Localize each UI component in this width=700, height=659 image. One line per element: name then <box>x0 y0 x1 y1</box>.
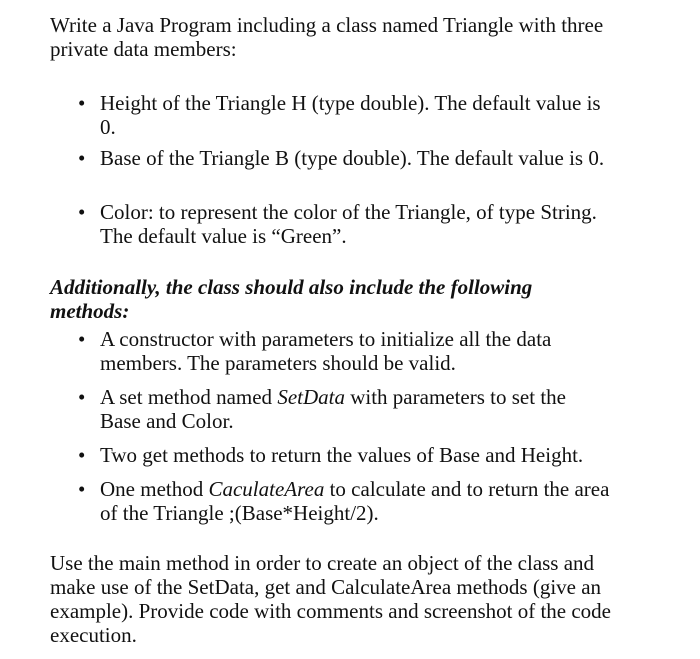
data-member-color: Color: to represent the color of the Triangle, of type String. The default value is “Green”. <box>100 200 597 248</box>
method-name: SetData <box>277 385 345 409</box>
method-text: with parameters to set the Base and Color. <box>100 385 566 433</box>
bullet-icon: • <box>78 327 86 351</box>
method-calculate-area <box>100 477 610 525</box>
intro-paragraph: Write a Java Program including a class named Triangle with three private data members: <box>50 13 604 61</box>
methods-heading: Additionally, the class should also include the following methods: <box>50 275 533 323</box>
method-text: Two get methods to return the values of Base and Height. <box>100 443 584 467</box>
method-text: One method <box>100 477 209 501</box>
bullet-icon: • <box>78 477 86 501</box>
method-text: A set method named <box>100 385 278 409</box>
bullet-icon: • <box>78 146 86 170</box>
method-getters <box>100 443 610 467</box>
method-setdata <box>100 385 610 433</box>
method-text: to calculate and to return the area of the Triangle ;(Base*Height/2). <box>100 477 610 525</box>
bullet-icon: • <box>78 443 86 467</box>
bullet-icon: • <box>78 91 86 115</box>
closing-paragraph: Use the main method in order to create an object of the class and make use of the SetData, get and CalculateArea methods (give an example). Provide code with comments and screenshot of the code execution. <box>50 551 611 647</box>
data-member-height: Height of the Triangle H (type double). The default value is 0. <box>100 91 601 139</box>
data-member-base: Base of the Triangle B (type double). The default value is 0. <box>100 146 605 170</box>
bullet-icon: • <box>78 200 86 224</box>
method-name: CaculateArea <box>208 477 325 501</box>
bullet-icon: • <box>78 385 86 409</box>
method-text: A constructor with parameters to initialize all the data members. The parameters should be valid. <box>100 327 552 375</box>
method-constructor <box>100 327 610 375</box>
